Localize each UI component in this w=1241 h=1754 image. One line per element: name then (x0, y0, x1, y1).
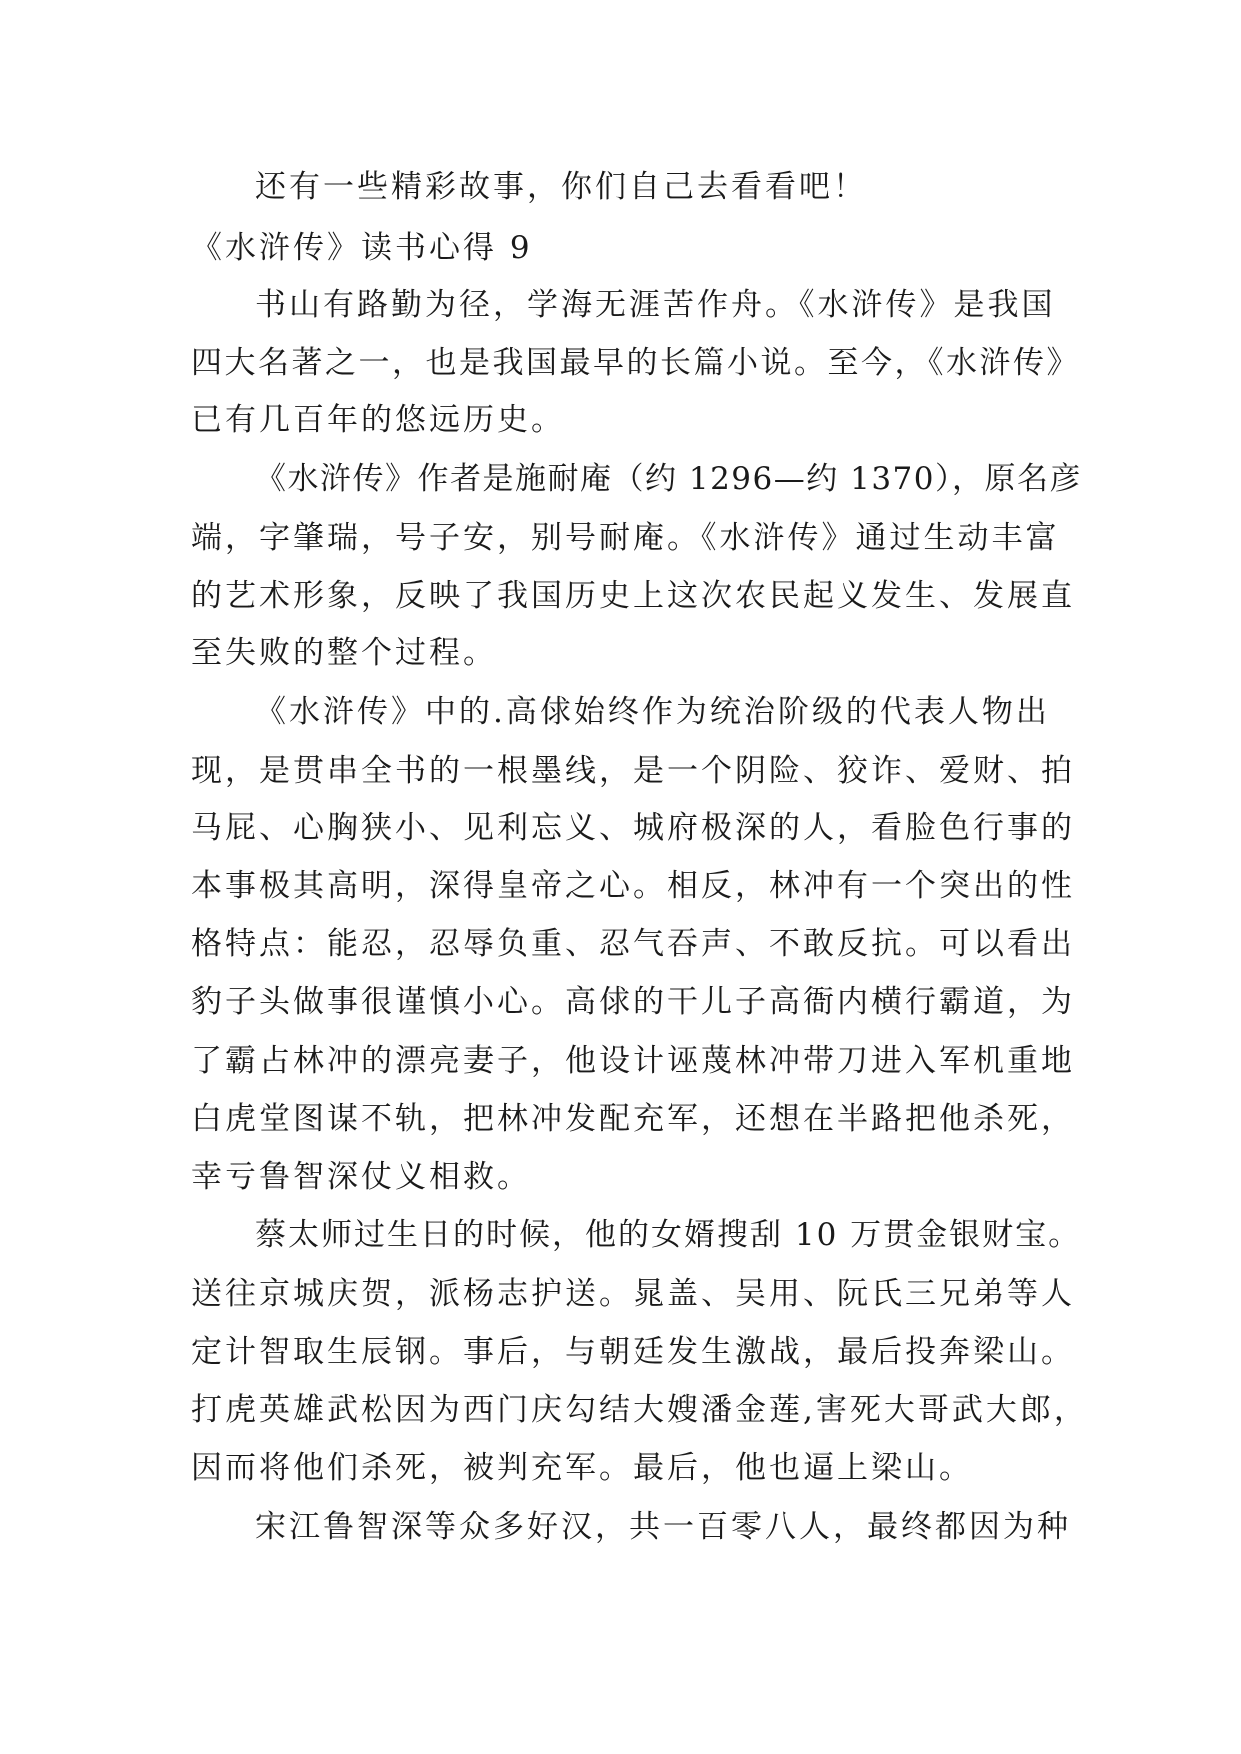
text-line: 宋江鲁智深等众多好汉，共一百零八人，最终都因为种 (255, 1509, 1071, 1545)
text-line: 《水浒传》作者是施耐庵（约 1296—约 1370），原名彦 (255, 461, 1082, 497)
text-line: 豹子头做事很谨慎小心。高俅的干儿子高衙内横行霸道，为 (191, 984, 1075, 1020)
text-line: 白虎堂图谋不轨，把林冲发配充军，还想在半路把他杀死， (191, 1101, 1075, 1137)
text-line: 因而将他们杀死，被判充军。最后，他也逼上梁山。 (191, 1450, 973, 1486)
text-line: 现，是贯串全书的一根墨线，是一个阴险、狡诈、爱财、拍 (191, 753, 1075, 789)
text-line: 送往京城庆贺，派杨志护送。晁盖、吴用、阮氏三兄弟等人 (191, 1276, 1075, 1312)
text-line: 的艺术形象，反映了我国历史上这次农民起义发生、发展直 (191, 578, 1075, 614)
text-line: 本事极其高明，深得皇帝之心。相反，林冲有一个突出的性 (191, 868, 1075, 904)
text-line: 端，字肇瑞，号子安，别号耐庵。《水浒传》通过生动丰富 (191, 520, 1060, 556)
text-line: 马屁、心胸狭小、见利忘义、城府极深的人，看脸色行事的 (191, 810, 1075, 846)
text-line: 四大名著之一，也是我国最早的长篇小说。至今，《水浒传》 (191, 345, 1080, 381)
text-line: 蔡太师过生日的时候，他的女婿搜刮 10 万贯金银财宝。 (255, 1217, 1082, 1253)
text-line: 至失败的整个过程。 (191, 635, 497, 671)
text-line: 打虎英雄武松因为西门庆勾结大嫂潘金莲,害死大哥武大郎， (191, 1392, 1088, 1428)
text-line: 已有几百年的悠远历史。 (191, 402, 565, 438)
text-line: 定计智取生辰钢。事后，与朝廷发生激战，最后投奔梁山。 (191, 1334, 1075, 1370)
text-line: 还有一些精彩故事，你们自己去看看吧！ (255, 169, 867, 205)
text-line: 了霸占林冲的漂亮妻子，他设计诬蔑林冲带刀进入军机重地 (191, 1043, 1075, 1079)
section-title: 《水浒传》读书心得 9 (191, 230, 533, 266)
text-line: 《水浒传》中的.高俅始终作为统治阶级的代表人物出 (255, 694, 1050, 730)
text-line: 幸亏鲁智深仗义相救。 (191, 1159, 531, 1195)
text-line: 格特点：能忍，忍辱负重、忍气吞声、不敢反抗。可以看出 (191, 926, 1075, 962)
text-line: 书山有路勤为径，学海无涯苦作舟。《水浒传》是我国 (255, 287, 1056, 323)
